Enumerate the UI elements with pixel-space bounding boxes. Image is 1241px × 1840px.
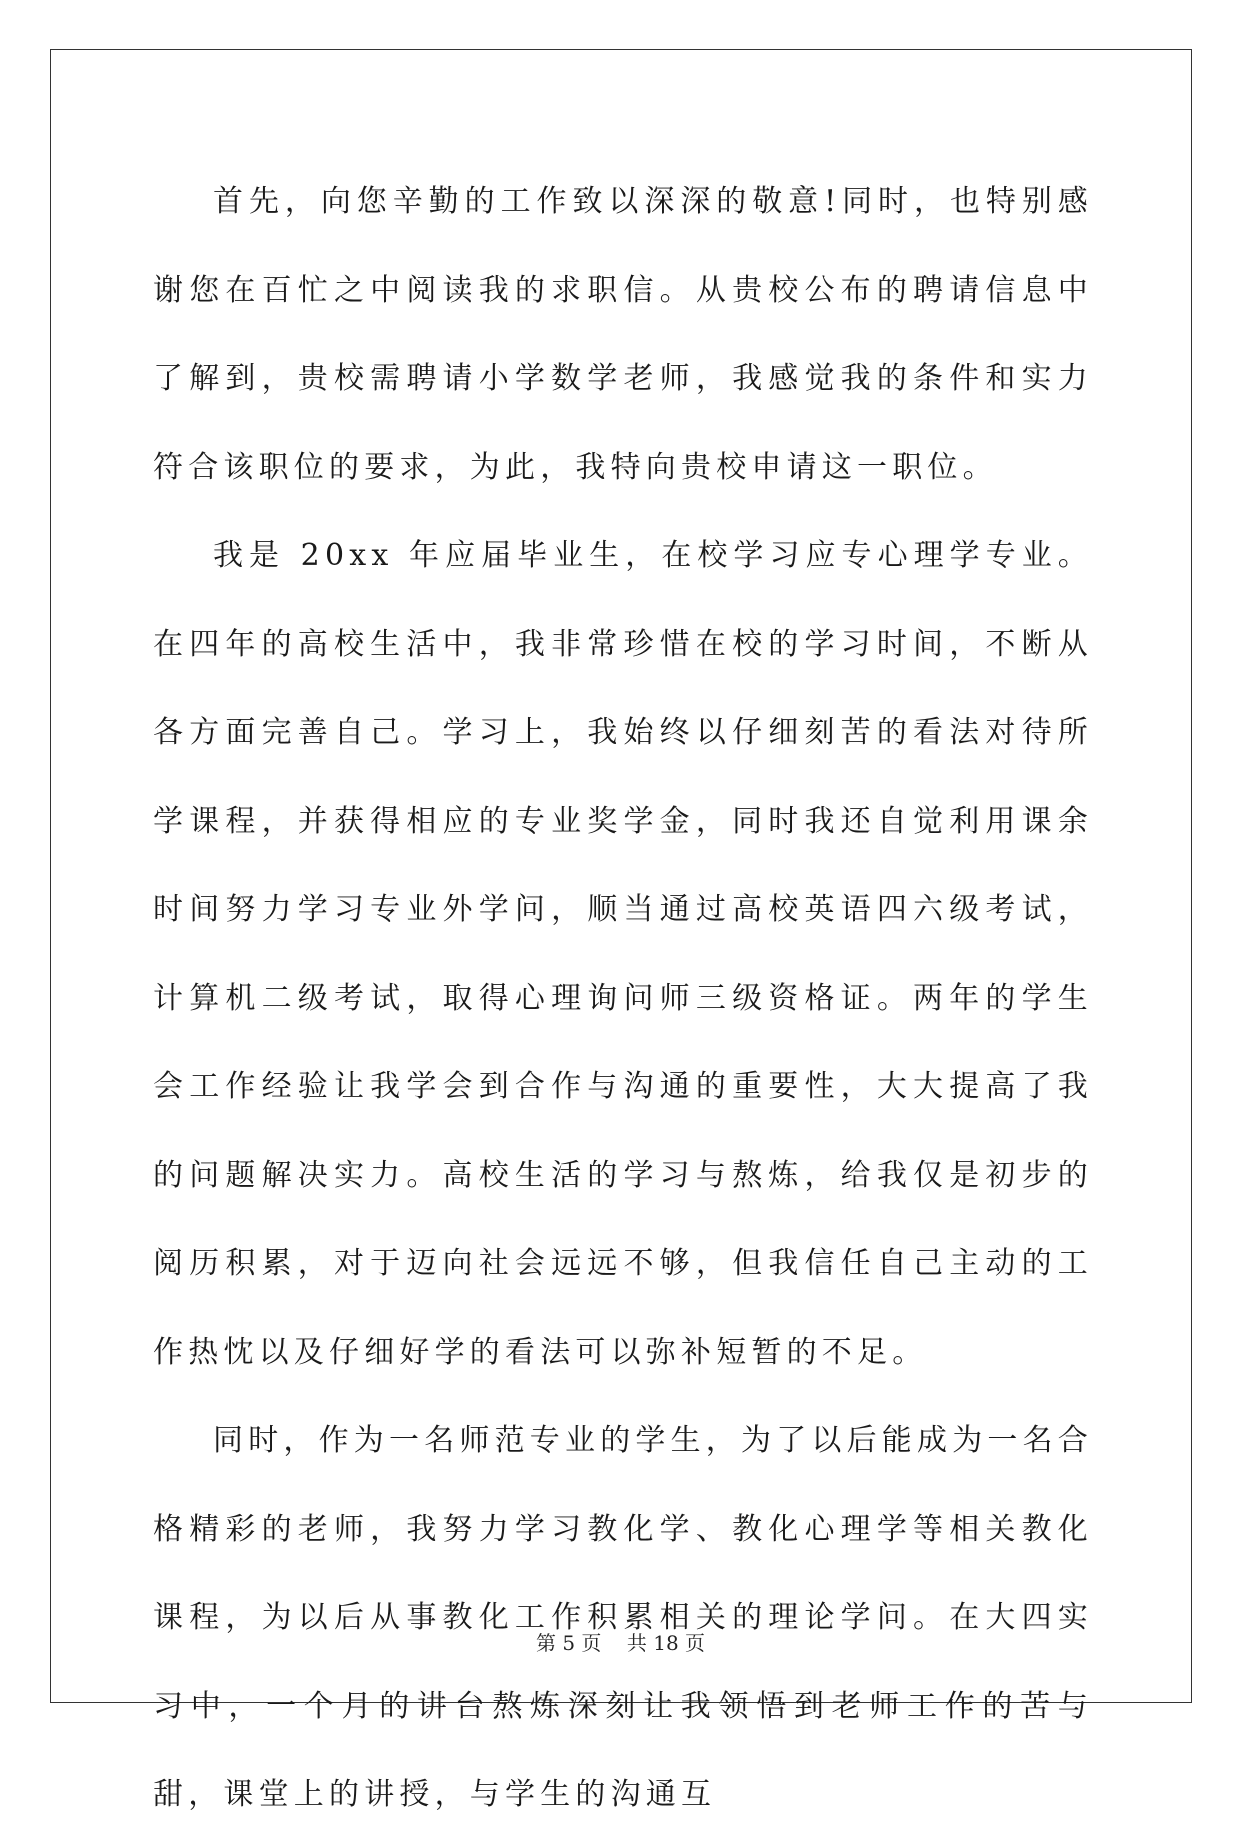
paragraph-2: 我是 20xx 年应届毕业生，在校学习应专心理学专业。在四年的高校生活中，我非常珍惜在校的学习时间，不断从各方面完善自己。学习上，我始终以仔细刻苦的看法对待所学课程，并获得相应的专业奖学金，同时我还自觉利用课余时间努力学习专业外学问，顺当通过高校英语四六级考试，计算机二级考试，取得心理询问师三级资格证。两年的学生会工作经验让我学会到合作与沟通的重要性，大大提高了我的问题解决实力。高校生活的学习与熬炼，给我仅是初步的阅历积累，对于迈向社会远远不够，但我信任自己主动的工作热忱以及仔细好学的看法可以弥补短暂的不足。 — [153, 538, 1093, 1370]
footer-gap — [601, 1631, 626, 1655]
page-total: 共 18 页 — [626, 1631, 706, 1655]
page-number: 第 5 页 — [535, 1631, 602, 1655]
paragraph-1: 首先，向您辛勤的工作致以深深的敬意!同时，也特别感谢您在百忙之中阅读我的求职信。从贵校公布的聘请信息中了解到，贵校需聘请小学数学老师，我感觉我的条件和实力符合该职位的要求，为此，我特向贵校申请这一职位。 — [153, 184, 1093, 485]
page-footer — [0, 1627, 1241, 1656]
letter-body — [153, 158, 1093, 1840]
paragraph-3: 同时，作为一名师范专业的学生，为了以后能成为一名合格精彩的老师，我努力学习教化学、教化心理学等相关教化课程，为以后从事教化工作积累相关的理论学问。在大四实习中，一个月的讲台熬炼深刻让我领悟到老师工作的苦与甜，课堂上的讲授，与学生的沟通互 — [153, 1423, 1093, 1812]
